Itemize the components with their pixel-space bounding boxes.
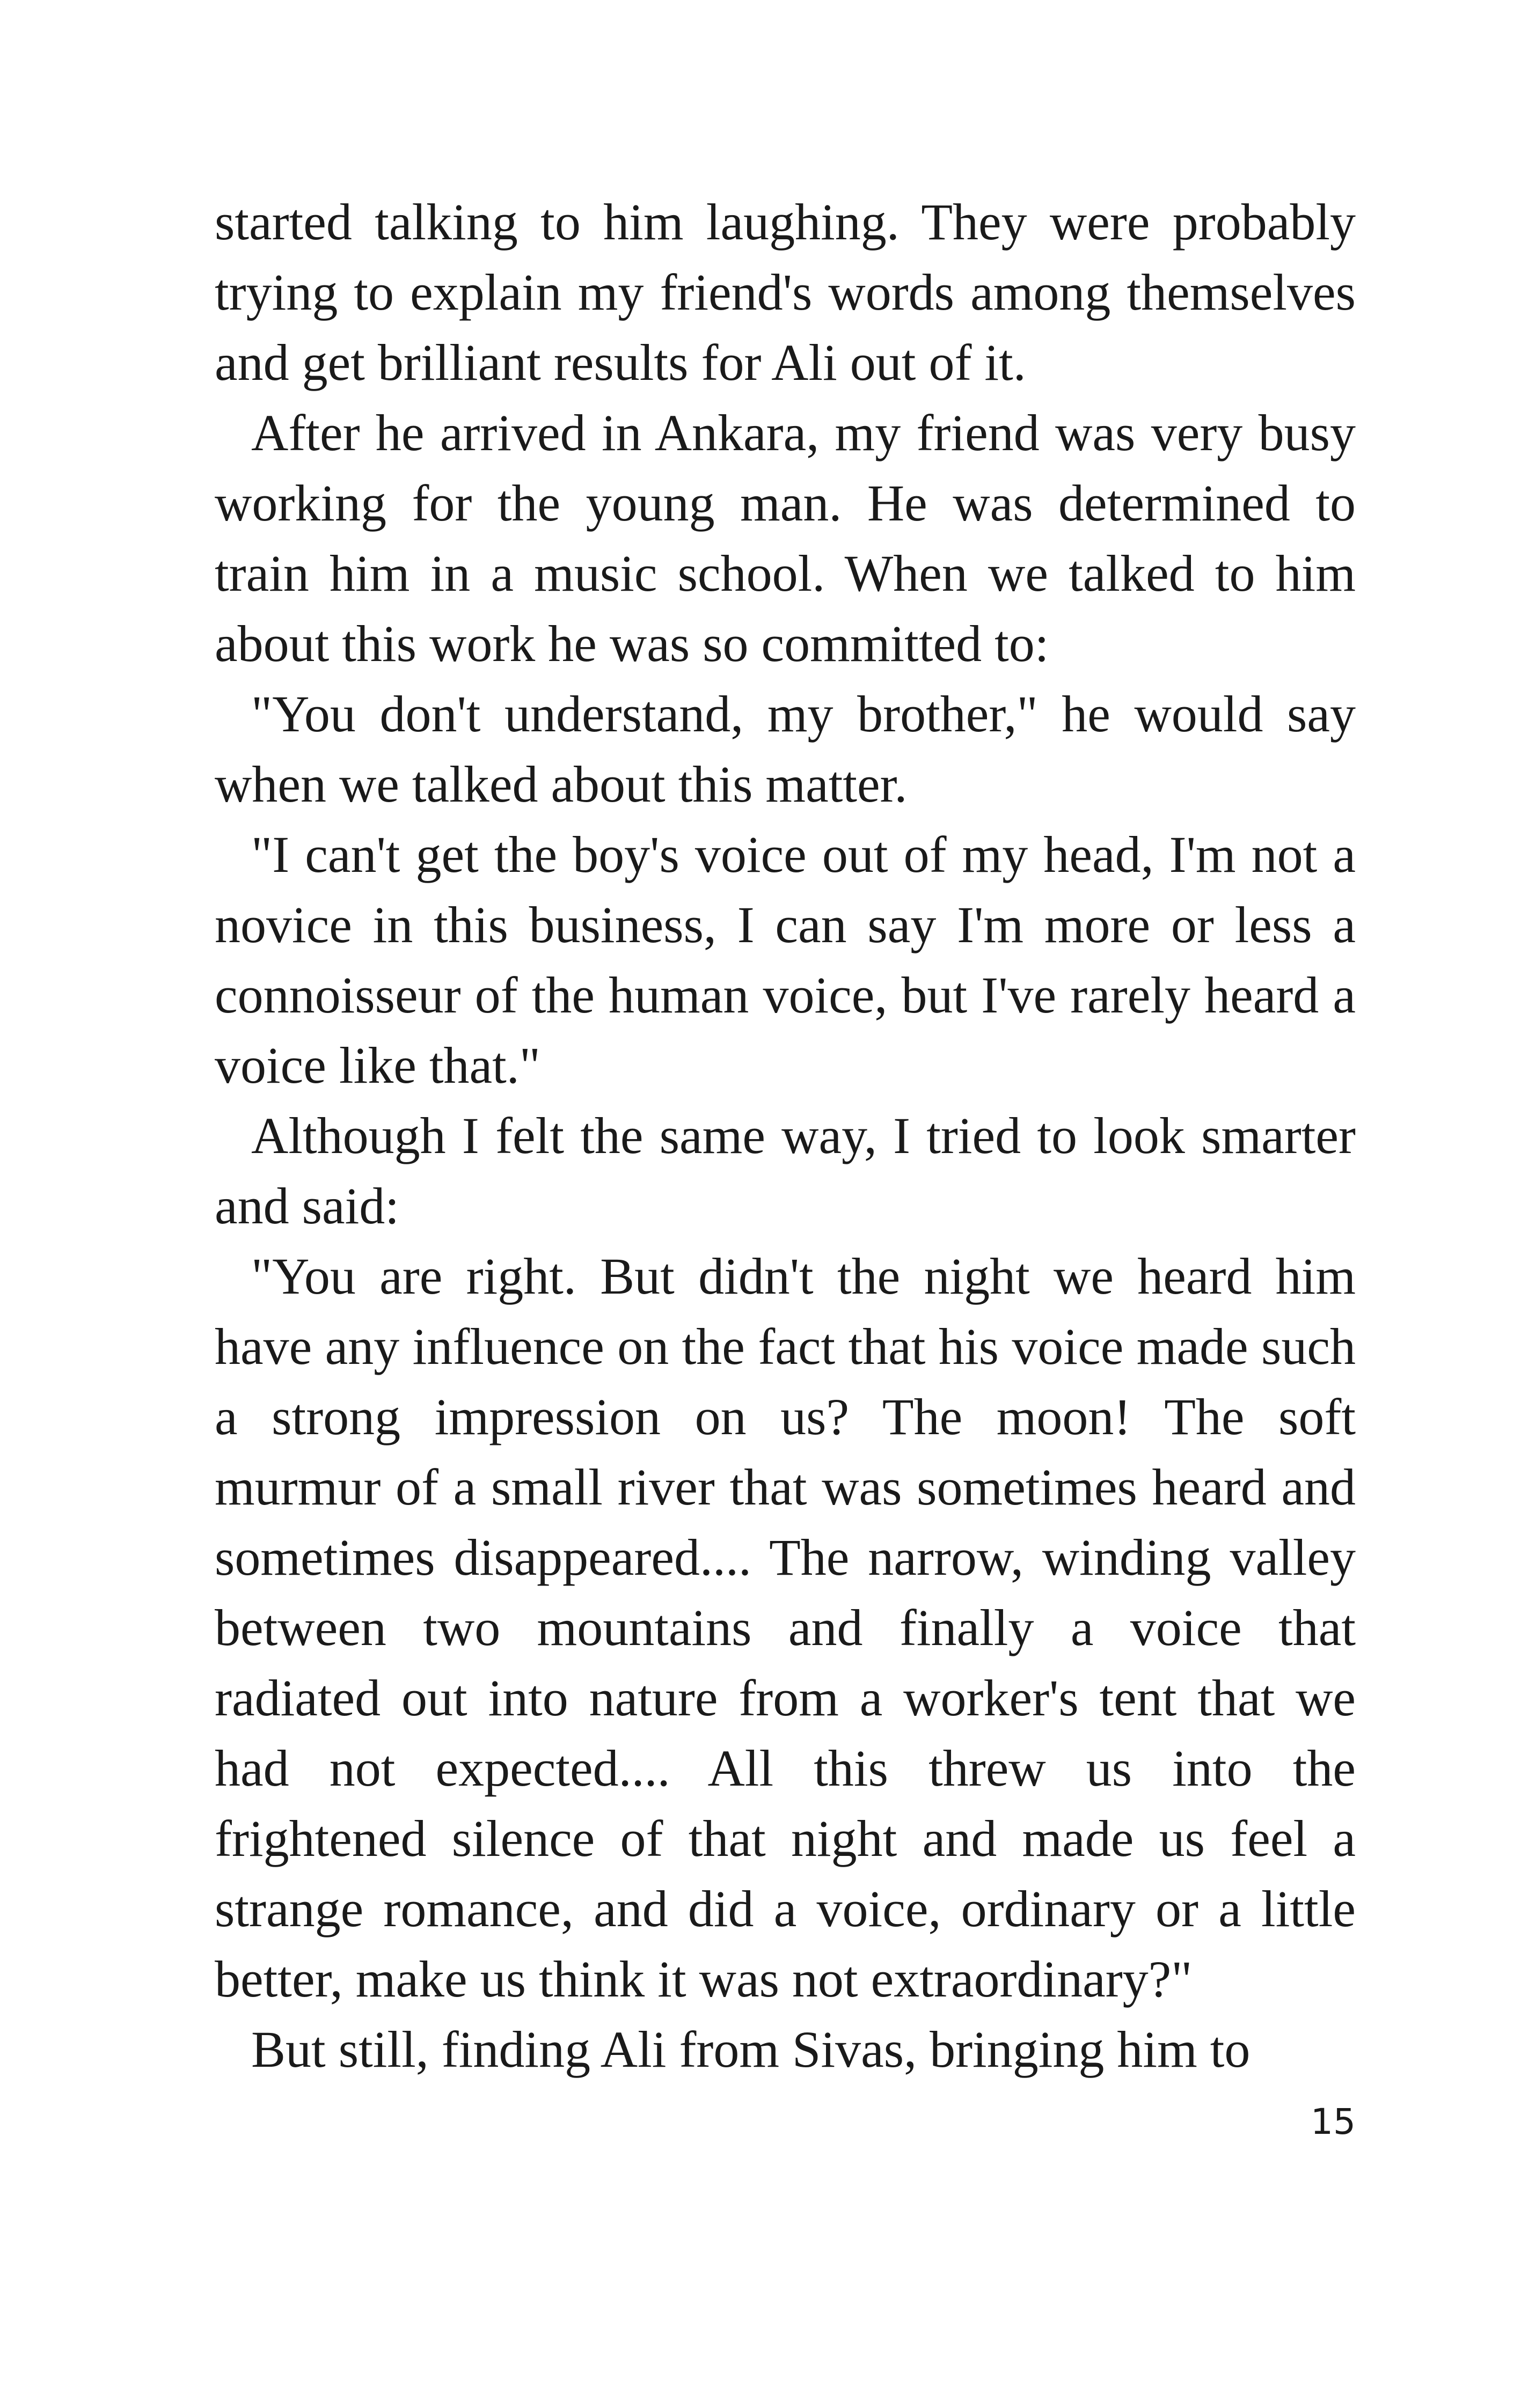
paragraph: "I can't get the boy's voice out of my head, I'm not a novice in this business, I can say I'm more or less a connoisseur of the human voice, but I've rarely heard a voice like that." <box>215 826 1356 1094</box>
paragraph: Although I felt the same way, I tried to look smarter and said: <box>215 1107 1356 1235</box>
paragraph-continued: started talking to him laughing. They were probably trying to explain my friend's words among themselves and get brilliant results for Ali out of it. <box>215 193 1356 391</box>
paragraph: "You are right. But didn't the night we heard him have any influence on the fact that his voice made such a strong impression on us? The moon! The soft murmur of a small river that was sometimes heard and sometimes disappeared.... The narrow, winding valley between two mountains and finally a voice that radiated out into nature from a worker's tent that we had not expected.... All this threw us into the frightened silence of that night and made us feel a strange romance, and did a voice, ordinary or a little better, make us think it was not extraordinary?" <box>215 1247 1356 2008</box>
paragraph-cut-off: But still, finding Ali from Sivas, bringing him to <box>251 2021 1251 2078</box>
paragraph: After he arrived in Ankara, my friend was very busy working for the young man. He was determined to train him in a music school. When we talked to him about this work he was so committed to: <box>215 404 1356 672</box>
body-text <box>215 187 1356 2084</box>
paragraph: "You don't understand, my brother," he would say when we talked about this matter. <box>215 685 1356 813</box>
page-number: 15 <box>1311 2101 1356 2142</box>
